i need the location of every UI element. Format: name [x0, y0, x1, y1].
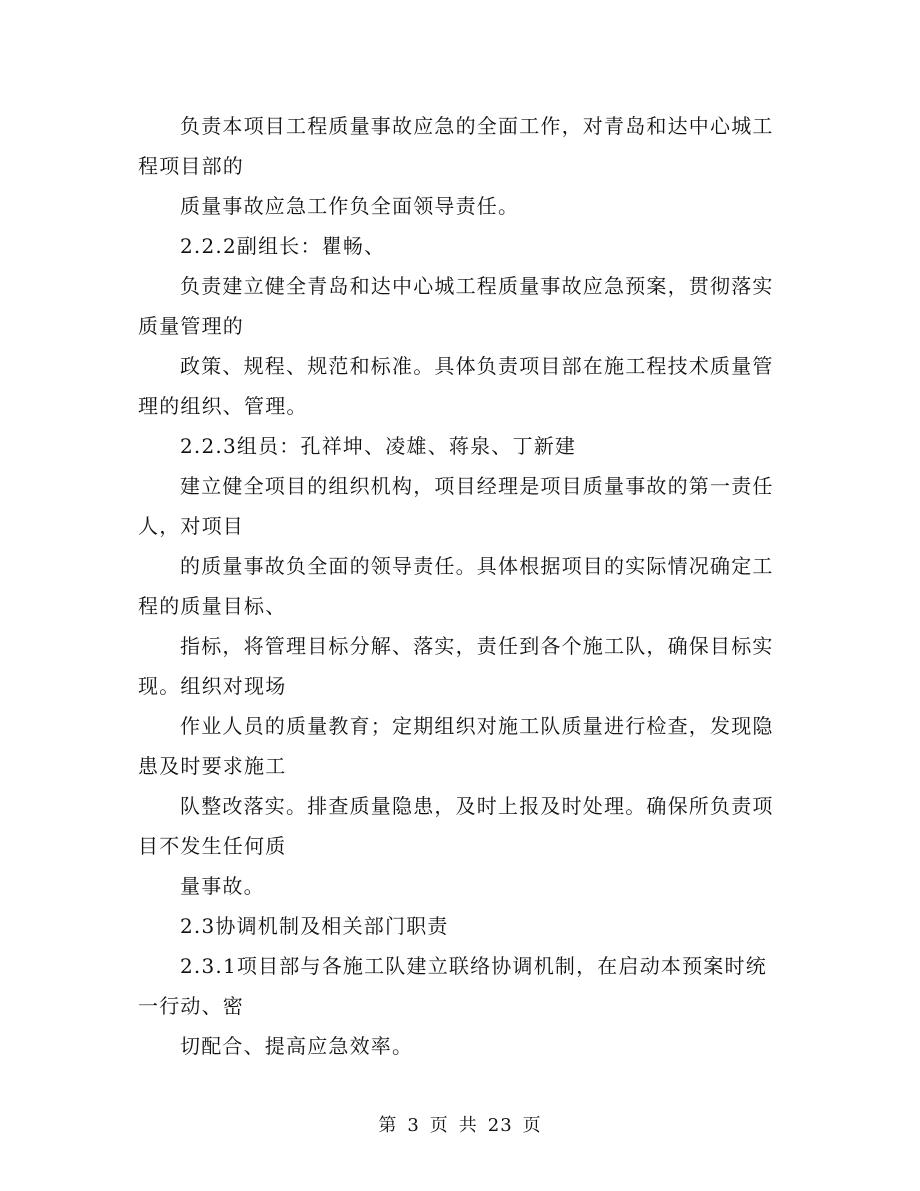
footer-page-unit: 页 [429, 1115, 449, 1136]
paragraph: 政策、规程、规范和标准。具体负责项目部在施工程技术质量管理的组织、管理。 [138, 354, 774, 418]
paragraph: 负责建立健全青岛和达中心城工程质量事故应急预案，贯彻落实质量管理的 [138, 274, 774, 338]
paragraph: 质量事故应急工作负全面领导责任。 [180, 194, 520, 218]
paragraph: 作业人员的质量教育；定期组织对施工队质量进行检查，发现隐患及时要求施工 [138, 714, 774, 778]
paragraph: 队整改落实。排查质量隐患，及时上报及时处理。确保所负责项目不发生任何质 [138, 794, 774, 858]
page-footer [0, 1111, 920, 1137]
document-body [138, 106, 788, 1066]
paragraph: 量事故。 [180, 874, 265, 898]
footer-total-unit: 页 [522, 1115, 542, 1136]
paragraph: 建立健全项目的组织机构，项目经理是项目质量事故的第一责任人，对项目 [138, 474, 774, 538]
paragraph: 的质量事故负全面的领导责任。具体根据项目的实际情况确定工程的质量目标、 [138, 554, 774, 618]
footer-prefix: 第 [378, 1115, 398, 1136]
footer-total-pages: 23 [487, 1115, 513, 1136]
paragraph: 指标，将管理目标分解、落实，责任到各个施工队，确保目标实现。组织对现场 [138, 634, 774, 698]
paragraph: 2.3.1项目部与各施工队建立联络协调机制，在启动本预案时统一行动、密 [138, 954, 767, 1018]
section-heading: 2.3协调机制及相关部门职责 [180, 914, 449, 938]
paragraph: 负责本项目工程质量事故应急的全面工作，对青岛和达中心城工程项目部的 [138, 114, 774, 178]
paragraph: 切配合、提高应急效率。 [180, 1034, 414, 1058]
section-heading: 2.2.2副组长：瞿畅、 [180, 234, 386, 258]
section-heading: 2.2.3组员：孔祥坤、凌雄、蒋泉、丁新建 [180, 434, 577, 458]
footer-current-page: 3 [407, 1115, 420, 1136]
footer-total-label: 共 [458, 1115, 478, 1136]
